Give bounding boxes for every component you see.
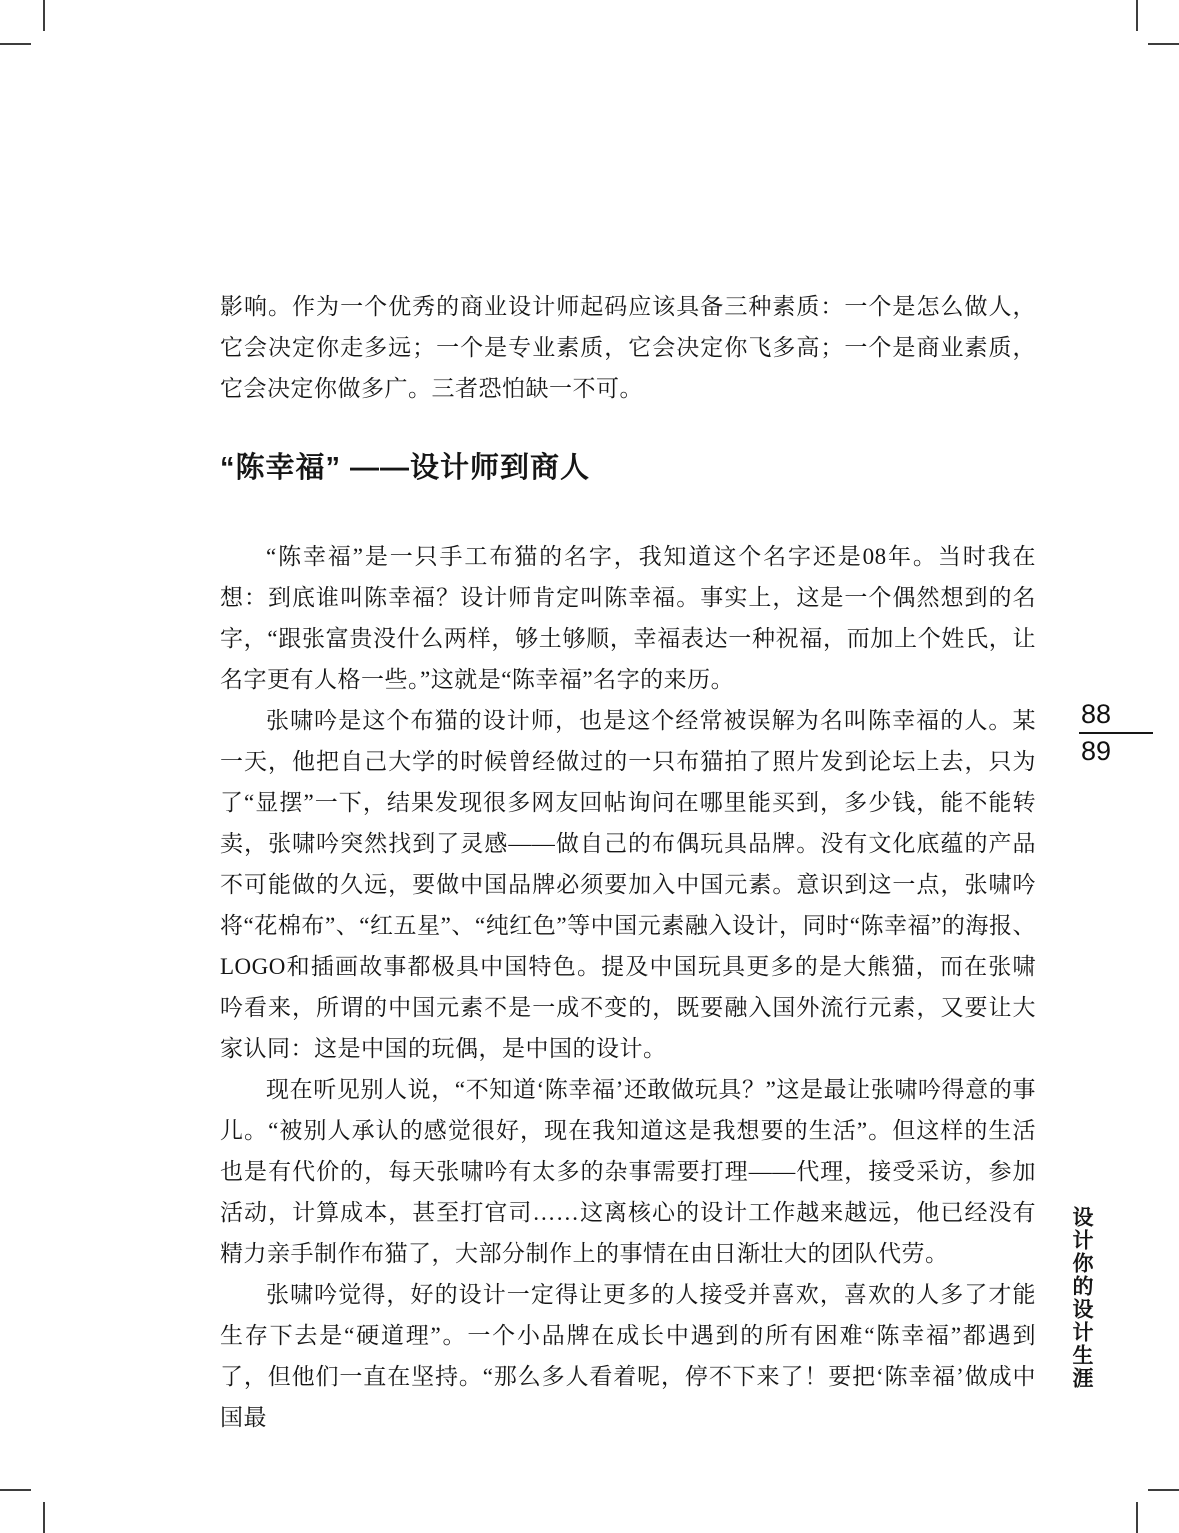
body-paragraph-2: 张啸吟是这个布猫的设计师，也是这个经常被误解为名叫陈幸福的人。某一天，他把自己大学的时候曾经做过的一只布猫拍了照片发到论坛上去，只为了“显摆”一下，结果发现很多网友回帖询问在哪里能买到，多少钱，能不能转卖，张啸吟突然找到了灵感——做自己的布偶玩具品牌。没有文化底蕴的产品不可能做的久远，要做中国品牌必须要加入中国元素。意识到这一点，张啸吟将“花棉布”、“红五星”、“纯红色”等中国元素融入设计，同时“陈幸福”的海报、LOGO和插画故事都极具中国特色。提及中国玩具更多的是大熊猫，而在张啸吟看来，所谓的中国元素不是一成不变的，既要融入国外流行元素，又要让大家认同：这是中国的玩偶，是中国的设计。 <box>220 708 1036 1061</box>
crop-mark-bottom-right-vertical <box>1136 1502 1138 1533</box>
body-paragraph-4: 张啸吟觉得，好的设计一定得让更多的人接受并喜欢，喜欢的人多了才能生存下去是“硬道理”。一个小品牌在成长中遇到的所有困难“陈幸福”都遇到了，但他们一直在坚持。“那么多人看着呢，停不下来了！要把‘陈幸福’做成中国最 <box>220 1282 1036 1430</box>
side-title-vertical: 设计你的设计生涯 <box>1070 1206 1093 1390</box>
crop-mark-top-left-vertical <box>43 0 45 31</box>
section-heading: “陈幸福” ——设计师到商人 <box>220 452 591 484</box>
crop-mark-bottom-right-horizontal <box>1148 1489 1179 1491</box>
crop-mark-top-right-vertical <box>1136 0 1138 31</box>
body-paragraph-1: “陈幸福”是一只手工布猫的名字，我知道这个名字还是08年。当时我在想：到底谁叫陈幸福？设计师肯定叫陈幸福。事实上，这是一个偶然想到的名字，“跟张富贵没什么两样，够土够顺，幸福表达一种祝福，而加上个姓氏，让名字更有人格一些。”这就是“陈幸福”名字的来历。 <box>220 544 1036 692</box>
intro-paragraph: 影响。作为一个优秀的商业设计师起码应该具备三种素质：一个是怎么做人，它会决定你走多远；一个是专业素质，它会决定你飞多高；一个是商业素质，它会决定你做多广。三者恐怕缺一不可。 <box>220 294 1036 401</box>
crop-mark-top-left-horizontal <box>0 43 31 45</box>
crop-mark-top-right-horizontal <box>1148 43 1179 45</box>
page-number-current: 88 <box>1081 699 1112 729</box>
crop-mark-bottom-left-horizontal <box>0 1489 31 1491</box>
page-number-divider <box>1079 732 1153 734</box>
body-paragraph-3: 现在听见别人说，“不知道‘陈幸福’还敢做玩具？”这是最让张啸吟得意的事儿。“被别人承认的感觉很好，现在我知道这是我想要的生活”。但这样的生活也是有代价的，每天张啸吟有太多的杂事需要打理——代理，接受采访，参加活动，计算成本，甚至打官司……这离核心的设计工作越来越远，他已经没有精力亲手制作布猫了，大部分制作上的事情在由日渐壮大的团队代劳。 <box>220 1077 1036 1266</box>
crop-mark-bottom-left-vertical <box>43 1502 45 1533</box>
text-column <box>220 286 1036 1438</box>
page-number-next: 89 <box>1081 736 1112 766</box>
page-number-block <box>1079 701 1153 765</box>
